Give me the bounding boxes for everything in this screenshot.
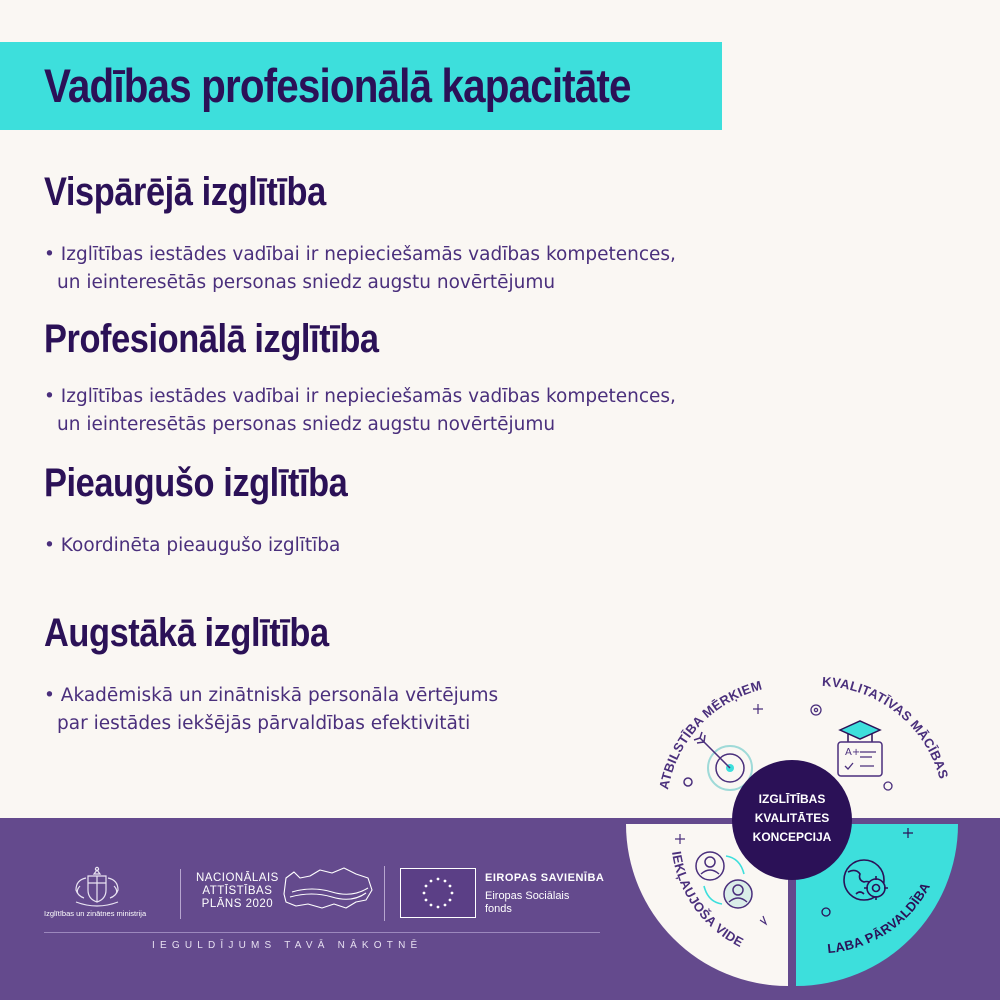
center-label-line: KONCEPCIJA bbox=[752, 830, 832, 844]
section-heading-general: Vispārējā izglītība bbox=[44, 170, 326, 214]
footer-rule bbox=[44, 932, 600, 933]
bullet-line: un ieinteresētās personas sniedz augstu novērtējumu bbox=[57, 272, 556, 293]
section-bullet-vocational bbox=[44, 383, 676, 439]
center-label-line: KVALITĀTES bbox=[754, 811, 830, 825]
section-heading-adult: Pieaugušo izglītība bbox=[44, 461, 348, 505]
eu-sub-line: Eiropas Sociālais bbox=[485, 890, 570, 902]
quadrant-label-bottom-right: LABA PĀRVALDĪBA bbox=[826, 879, 934, 957]
eu-title: EIROPAS SAVIENĪBA bbox=[485, 872, 605, 884]
plan-label bbox=[196, 872, 279, 911]
page-title: Vadības profesionālā kapacitāte bbox=[44, 59, 631, 112]
quadrant-label-top-left: ATBILSTĪBA MĒRĶIEM bbox=[656, 677, 764, 791]
plan-line: PLĀNS 2020 bbox=[201, 898, 274, 910]
quality-concept-diagram bbox=[620, 660, 1000, 1000]
ministry-label: Izglītības un zinātnes ministrija bbox=[44, 909, 147, 918]
eu-flag-icon bbox=[400, 868, 476, 918]
section-bullet-adult bbox=[44, 532, 340, 560]
section-heading-higher: Augstākā izglītība bbox=[44, 611, 329, 655]
divider bbox=[384, 866, 385, 921]
bullet-line: • Izglītības iestādes vadībai ir nepieciešamās vadības kompetences, bbox=[44, 244, 676, 265]
eu-sub-line: fonds bbox=[485, 903, 512, 915]
grade-label: A+ bbox=[845, 747, 861, 758]
coat-of-arms-icon bbox=[62, 866, 132, 908]
divider bbox=[180, 869, 181, 919]
center-label-line: IZGLĪTĪBAS bbox=[758, 792, 826, 806]
bullet-line: un ieinteresētās personas sniedz augstu novērtējumu bbox=[57, 414, 556, 435]
section-bullet-general bbox=[44, 241, 676, 297]
section-heading-vocational: Profesionālā izglītība bbox=[44, 317, 379, 361]
quadrant-label-bottom-left: IEKĻAUJOŠA VIDE bbox=[669, 850, 747, 950]
latvia-map-icon bbox=[280, 864, 375, 914]
bullet-line: • Izglītības iestādes vadībai ir nepieciešamās vadības kompetences, bbox=[44, 386, 676, 407]
quadrant-label-top-right: KVALITATĪVAS MĀCĪBAS bbox=[821, 673, 952, 781]
slogan: IEGULDĪJUMS TAVĀ NĀKOTNĒ bbox=[152, 940, 423, 951]
bullet-line: • Koordinēta pieaugušo izglītība bbox=[44, 535, 341, 556]
plan-line: ATTĪSTĪBAS bbox=[202, 885, 273, 897]
bullet-line: • Akadēmiskā un zinātniskā personāla vērtējums bbox=[44, 685, 499, 706]
bullet-line: par iestādes iekšējās pārvaldības efektivitāti bbox=[57, 713, 471, 734]
section-bullet-higher bbox=[44, 682, 498, 738]
plan-line: NACIONĀLAIS bbox=[196, 872, 279, 884]
eu-subtitle bbox=[485, 890, 569, 916]
